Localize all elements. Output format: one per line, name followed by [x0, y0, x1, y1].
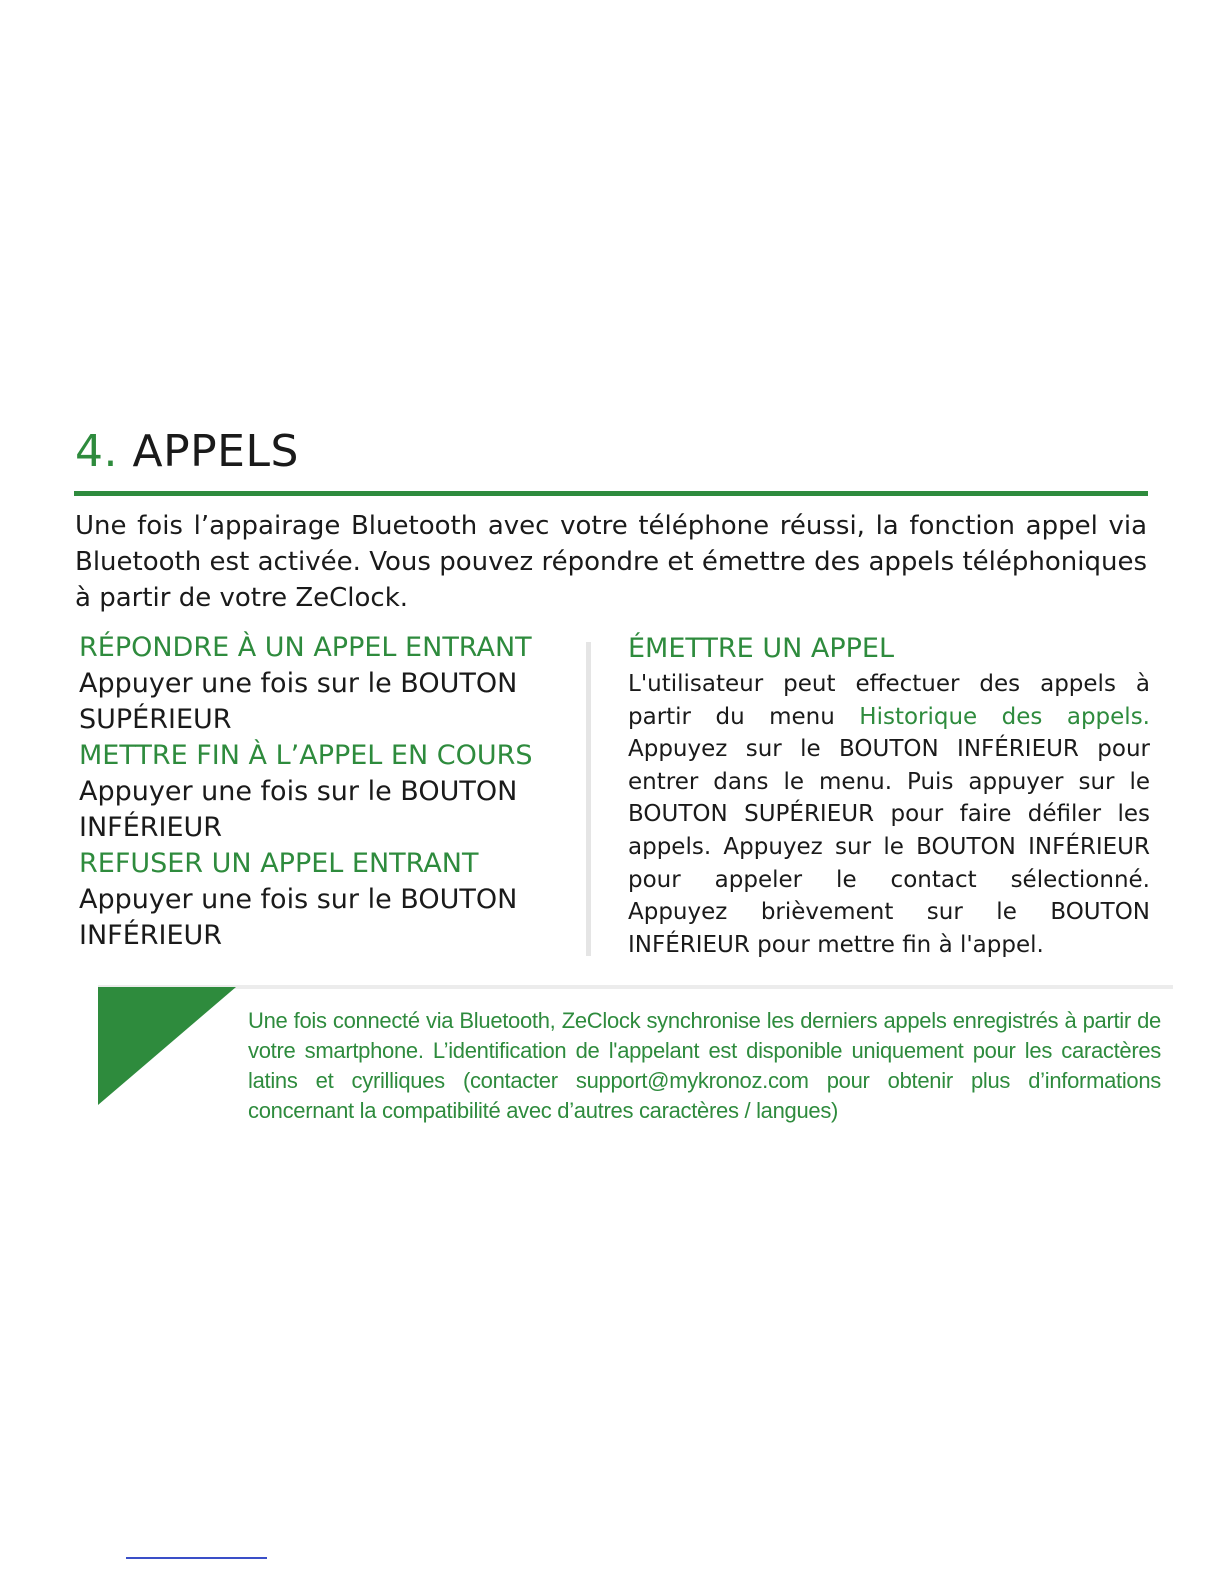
reject-call-heading: REFUSER UN APPEL ENTRANT [79, 848, 479, 879]
note-top-rule [98, 985, 1173, 989]
call-history-link[interactable]: Historique des appels. [859, 703, 1150, 730]
section-divider [74, 491, 1148, 496]
make-call-text-start: L'utilisateur peut effectuer des appels à partir du menu [628, 671, 1150, 730]
intro-paragraph: Une fois l’appairage Bluetooth avec votre téléphone réussi, la fonction appel via Bluetooth est activée. Vous pouvez répondre et émettre des appels téléphoniques à partir de votre ZeClock. [75, 511, 1147, 613]
section-title [75, 424, 299, 480]
answer-call-heading: RÉPONDRE À UN APPEL ENTRANT [79, 632, 532, 663]
make-call-text-end: Appuyez sur le BOUTON INFÉRIEUR pour entrer dans le menu. Puis appuyer sur le BOUTON SUPÉRIEUR pour faire défiler les appels. Appuyez sur le BOUTON INFÉRIEUR pour appeler le contact sélectionné. Appuyez brièvement sur le BOUTON INFÉRIEUR pour mettre fin à l'appel. [628, 736, 1150, 958]
end-call-heading: METTRE FIN À L’APPEL EN COURS [79, 740, 533, 771]
answer-call-text: Appuyer une fois sur le BOUTON SUPÉRIEUR [79, 668, 518, 735]
left-column [79, 630, 574, 954]
note-text: Une fois connecté via Bluetooth, ZeClock synchronise les derniers appels enregistrés à partir de votre smartphone. L’identification de l'appelant est disponible uniquement pour les caractères latins et cyrilliques (contacter support@mykronoz.com pour obtenir plus d’informations concernant la compatibilité avec d’autres caractères / langues) [248, 1008, 1161, 1123]
section-number: 4. [75, 426, 118, 477]
make-call-heading: ÉMETTRE UN APPEL [628, 633, 895, 664]
make-call-text [628, 668, 1150, 961]
right-column [628, 630, 1150, 961]
section-title-text: APPELS [132, 426, 299, 477]
column-divider [586, 642, 591, 956]
footer-link-underline[interactable] [126, 1557, 267, 1559]
end-call-text: Appuyer une fois sur le BOUTON INFÉRIEUR [79, 776, 518, 843]
note-triangle-icon [98, 987, 236, 1105]
reject-call-text: Appuyer une fois sur le BOUTON INFÉRIEUR [79, 884, 518, 951]
